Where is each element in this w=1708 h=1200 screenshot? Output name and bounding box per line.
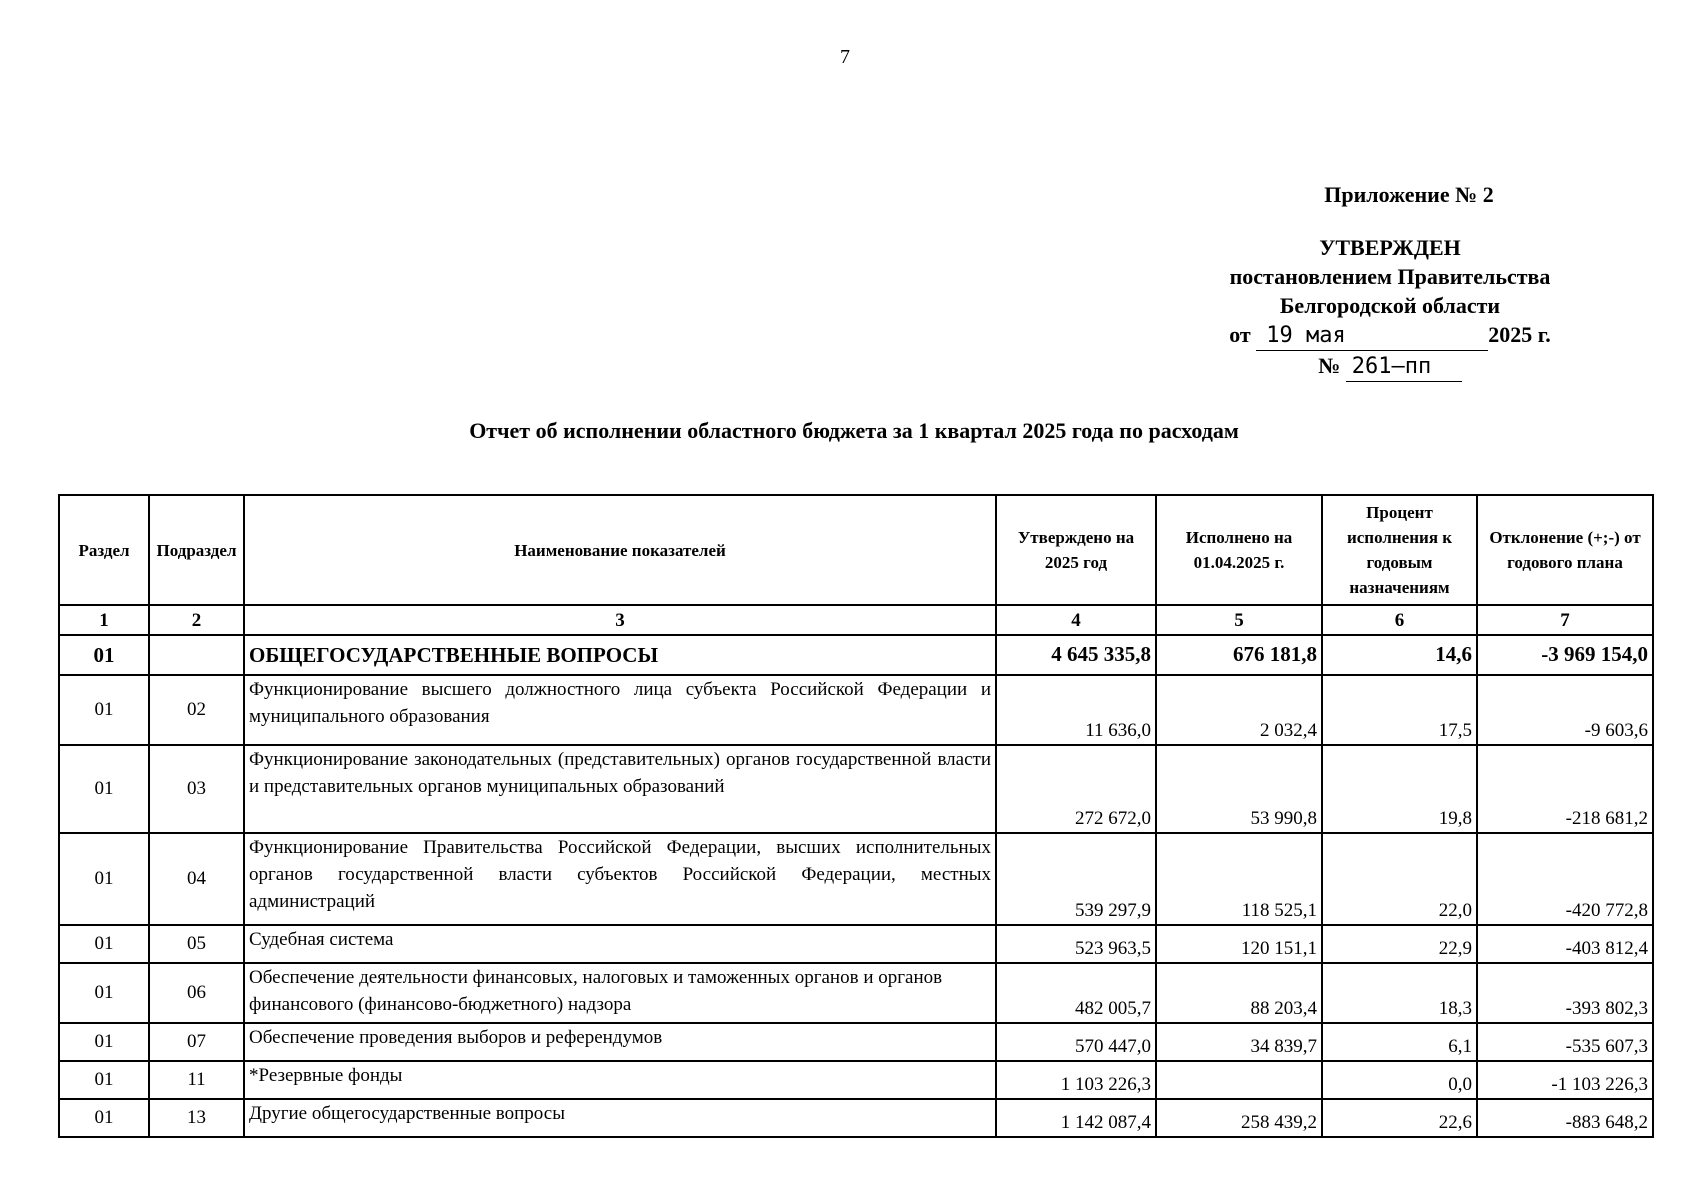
section-cell: 01: [59, 1023, 149, 1061]
header-cell: Утверждено на 2025 год: [996, 495, 1156, 605]
deviation-cell: -3 969 154,0: [1477, 635, 1653, 675]
subsection-cell: 13: [149, 1099, 244, 1137]
approval-block: [1200, 180, 1580, 382]
column-number: 2: [149, 605, 244, 635]
approved-cell: 272 672,0: [996, 745, 1156, 833]
name-cell: Функционирование высшего должностного лица субъекта Российской Федерации и муниципального образования: [244, 675, 996, 745]
table-row: [59, 963, 1653, 1023]
name-cell: *Резервные фонды: [244, 1061, 996, 1099]
column-number: 4: [996, 605, 1156, 635]
header-cell: Наименование показателей: [244, 495, 996, 605]
percent-cell: 22,9: [1322, 925, 1477, 963]
approval-number-line: [1200, 351, 1580, 382]
percent-cell: 19,8: [1322, 745, 1477, 833]
section-cell: 01: [59, 635, 149, 675]
section-cell: 01: [59, 963, 149, 1023]
table-row: [59, 675, 1653, 745]
name-cell: Обеспечение деятельности финансовых, налоговых и таможенных органов и органов финансового (финансово-бюджетного) надзора: [244, 963, 996, 1023]
approved-cell: 482 005,7: [996, 963, 1156, 1023]
column-number: 7: [1477, 605, 1653, 635]
subsection-cell: [149, 635, 244, 675]
approved-cell: 523 963,5: [996, 925, 1156, 963]
section-cell: 01: [59, 925, 149, 963]
section-cell: 01: [59, 833, 149, 925]
header-cell: Раздел: [59, 495, 149, 605]
approval-line-1: постановлением Правительства: [1229, 264, 1551, 289]
deviation-cell: -393 802,3: [1477, 963, 1653, 1023]
table-row: [59, 1023, 1653, 1061]
approved-cell: 1 142 087,4: [996, 1099, 1156, 1137]
deviation-cell: -883 648,2: [1477, 1099, 1653, 1137]
date-handwritten: 19 мая: [1256, 321, 1488, 351]
number-prefix: №: [1318, 353, 1341, 378]
executed-cell: 120 151,1: [1156, 925, 1322, 963]
section-cell: 01: [59, 1099, 149, 1137]
name-cell: Функционирование законодательных (представительных) органов государственной власти и представительных органов муниципальных образований: [244, 745, 996, 833]
percent-cell: 6,1: [1322, 1023, 1477, 1061]
percent-cell: 22,0: [1322, 833, 1477, 925]
column-number: 1: [59, 605, 149, 635]
name-cell: Судебная система: [244, 925, 996, 963]
percent-cell: 17,5: [1322, 675, 1477, 745]
executed-cell: 258 439,2: [1156, 1099, 1322, 1137]
executed-cell: [1156, 1061, 1322, 1099]
approved-cell: 539 297,9: [996, 833, 1156, 925]
date-prefix: от: [1229, 322, 1251, 347]
executed-cell: 2 032,4: [1156, 675, 1322, 745]
subsection-cell: 03: [149, 745, 244, 833]
subsection-cell: 11: [149, 1061, 244, 1099]
executed-cell: 676 181,8: [1156, 635, 1322, 675]
column-number-row: [59, 605, 1653, 635]
name-cell: Обеспечение проведения выборов и референдумов: [244, 1023, 996, 1061]
approved-cell: 1 103 226,3: [996, 1061, 1156, 1099]
table-row: [59, 1099, 1653, 1137]
budget-table: [58, 494, 1654, 1138]
approved-cell: 570 447,0: [996, 1023, 1156, 1061]
deviation-cell: -9 603,6: [1477, 675, 1653, 745]
table-row: [59, 1061, 1653, 1099]
table-row: [59, 635, 1653, 675]
header-cell: Исполнено на 01.04.2025 г.: [1156, 495, 1322, 605]
name-cell: Функционирование Правительства Российской Федерации, высших исполнительных органов государственной власти субъектов Российской Федерации, местных администраций: [244, 833, 996, 925]
deviation-cell: -535 607,3: [1477, 1023, 1653, 1061]
approved-cell: 4 645 335,8: [996, 635, 1156, 675]
executed-cell: 88 203,4: [1156, 963, 1322, 1023]
approval-date-line: [1200, 320, 1580, 351]
page-number: 7: [840, 46, 850, 68]
percent-cell: 0,0: [1322, 1061, 1477, 1099]
header-cell: Подраздел: [149, 495, 244, 605]
document-title: Отчет об исполнении областного бюджета за 1 квартал 2025 года по расходам: [469, 418, 1239, 443]
deviation-cell: -420 772,8: [1477, 833, 1653, 925]
section-cell: 01: [59, 745, 149, 833]
number-handwritten: 261–пп: [1346, 352, 1462, 382]
section-cell: 01: [59, 1061, 149, 1099]
column-number: 6: [1322, 605, 1477, 635]
header-row: [59, 495, 1653, 605]
header-cell: Отклонение (+;-) от годового плана: [1477, 495, 1653, 605]
table-row: [59, 925, 1653, 963]
percent-cell: 14,6: [1322, 635, 1477, 675]
header-cell: Процент исполнения к годовым назначениям: [1322, 495, 1477, 605]
subsection-cell: 04: [149, 833, 244, 925]
name-cell: ОБЩЕГОСУДАРСТВЕННЫЕ ВОПРОСЫ: [244, 635, 996, 675]
subsection-cell: 06: [149, 963, 244, 1023]
subsection-cell: 02: [149, 675, 244, 745]
subsection-cell: 05: [149, 925, 244, 963]
deviation-cell: -403 812,4: [1477, 925, 1653, 963]
executed-cell: 118 525,1: [1156, 833, 1322, 925]
table-row: [59, 745, 1653, 833]
section-cell: 01: [59, 675, 149, 745]
percent-cell: 22,6: [1322, 1099, 1477, 1137]
table-row: [59, 833, 1653, 925]
deviation-cell: -1 103 226,3: [1477, 1061, 1653, 1099]
approval-line-2: Белгородской области: [1279, 293, 1501, 318]
executed-cell: 34 839,7: [1156, 1023, 1322, 1061]
executed-cell: 53 990,8: [1156, 745, 1322, 833]
budget-table-wrapper: [58, 494, 1652, 1138]
column-number: 5: [1156, 605, 1322, 635]
date-suffix: 2025 г.: [1488, 322, 1551, 347]
appendix-label: Приложение № 2: [1324, 182, 1494, 207]
approved-cell: 11 636,0: [996, 675, 1156, 745]
subsection-cell: 07: [149, 1023, 244, 1061]
column-number: 3: [244, 605, 996, 635]
approved-heading: УТВЕРЖДЕН: [1319, 235, 1461, 260]
name-cell: Другие общегосударственные вопросы: [244, 1099, 996, 1137]
deviation-cell: -218 681,2: [1477, 745, 1653, 833]
percent-cell: 18,3: [1322, 963, 1477, 1023]
